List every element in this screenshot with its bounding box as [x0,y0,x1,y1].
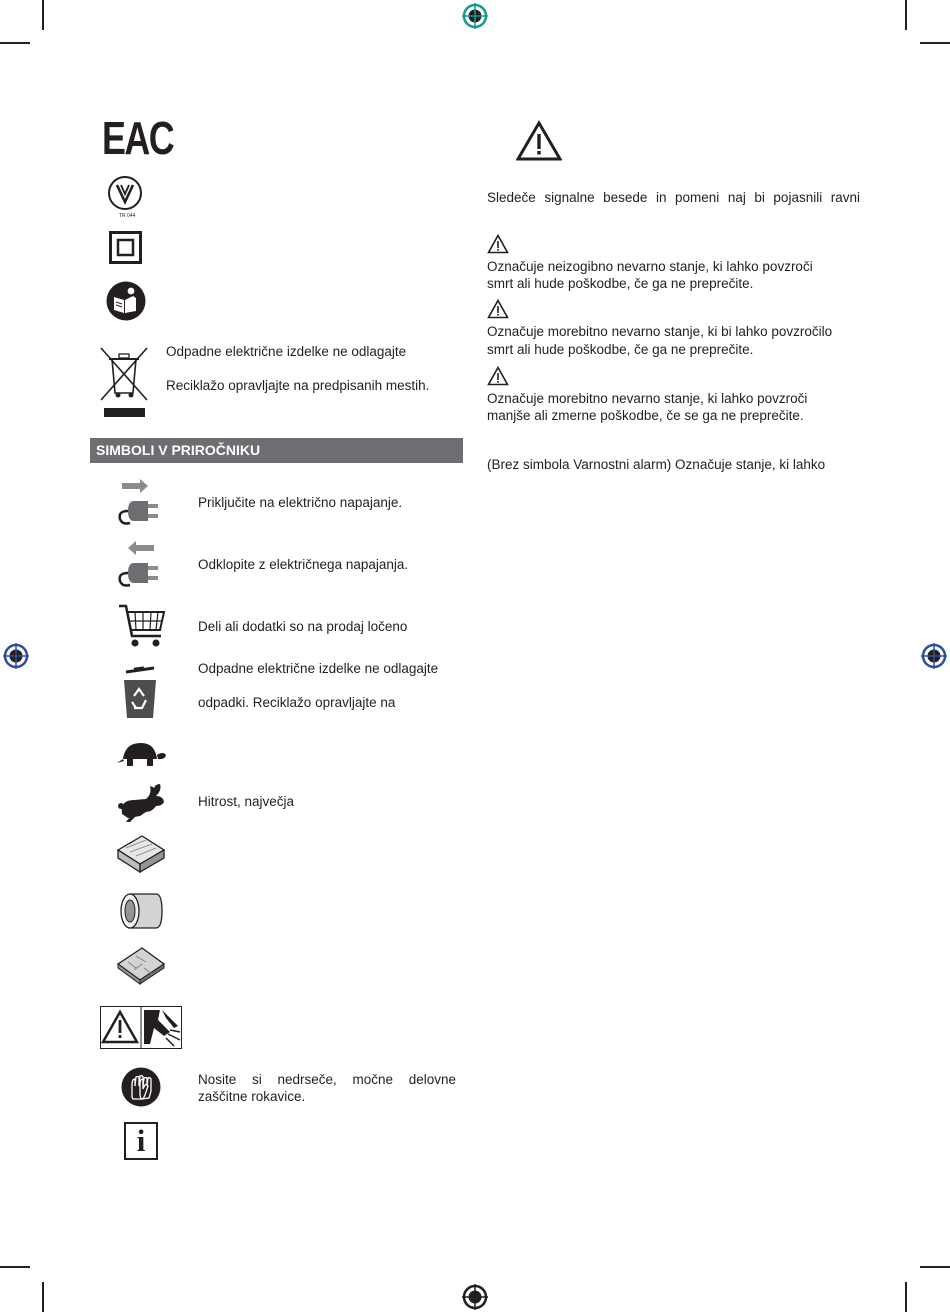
warning-alert-icon [487,299,509,319]
notice-text: (Brez simbola Varnostni alarm) Označuje stanje, ki lahko [487,457,826,472]
eac-mark-icon: EAC [102,112,174,164]
turtle-icon [115,739,167,769]
weee-text-line-2: Reciklažo opravljajte na predpisanih mestih. [166,378,430,393]
crop-mark [42,1282,44,1312]
symbol-text: zaščitne rokavice. [198,1089,306,1104]
danger-text-1: Označuje neizogibno nevarno stanje, ki lahko povzroči [487,259,813,274]
rabbit-icon [116,782,166,822]
section-title-bar: SIMBOLI V PRIROČNIKU [90,438,463,463]
signal-words-intro: Sledeče signalne besede in pomeni naj bi pojasnili ravni [487,190,860,205]
symbol-text: Odklopite z električnega napajanja. [198,557,409,572]
pipe-icon [118,890,164,932]
danger-text-2: smrt ali hude poškodbe, če ga ne preprečite. [487,276,754,291]
info-icon-letter: i [136,1123,146,1158]
gloves-icon [121,1067,161,1107]
double-insulation-icon [109,231,142,264]
danger-alert-icon [487,234,509,254]
weee-text-line-1: Odpadne električne izdelke ne odlagajte [166,344,407,359]
crop-mark [905,1282,907,1312]
safety-alert-icon [516,120,562,162]
symbol-text: Nosite si nedrseče, močne delovne [198,1072,456,1087]
caution-text-1: Označuje morebitno nevarno stanje, ki lahko povzroči [487,391,808,406]
warning-hand-hazard-icon [100,1006,182,1049]
crop-mark [905,0,907,30]
registration-mark-icon [462,1284,488,1310]
warning-text-1: Označuje morebitno nevarno stanje, ki bi lahko povzročilo [487,324,833,339]
crop-mark [920,1266,950,1268]
plug-out-icon [116,539,166,589]
weee-bin-icon [98,345,150,420]
shopping-cart-icon [117,602,167,650]
crop-mark [0,1266,30,1268]
symbol-text: Priključite na električno napajanje. [198,495,403,510]
crop-mark [920,42,950,44]
symbol-text: Hitrost, največja [198,794,295,809]
plug-in-icon [116,477,166,527]
crop-mark [42,0,44,30]
crop-mark [0,42,30,44]
metal-plate-icon [116,944,166,986]
registration-mark-icon [3,643,29,669]
caution-text-2: manjše ali zmerne poškodbe, če se ga ne preprečite. [487,408,804,423]
symbol-text: Odpadne električne izdelke ne odlagajte [198,661,439,676]
warning-text-2: smrt ali hude poškodbe, če ga ne preprečite. [487,342,754,357]
info-icon [124,1122,158,1160]
read-manual-icon [106,281,146,321]
symbol-text: odpadki. Reciklažo opravljajte na [198,695,396,710]
ukraine-mark-caption: TR 044 [119,213,136,219]
caution-alert-icon [487,366,509,386]
symbol-text: Deli ali dodatki so na prodaj ločeno [198,619,408,634]
recycle-bin-icon [120,666,160,720]
registration-mark-icon [921,643,947,669]
registration-mark-icon [462,3,488,29]
wood-block-icon [116,832,166,874]
